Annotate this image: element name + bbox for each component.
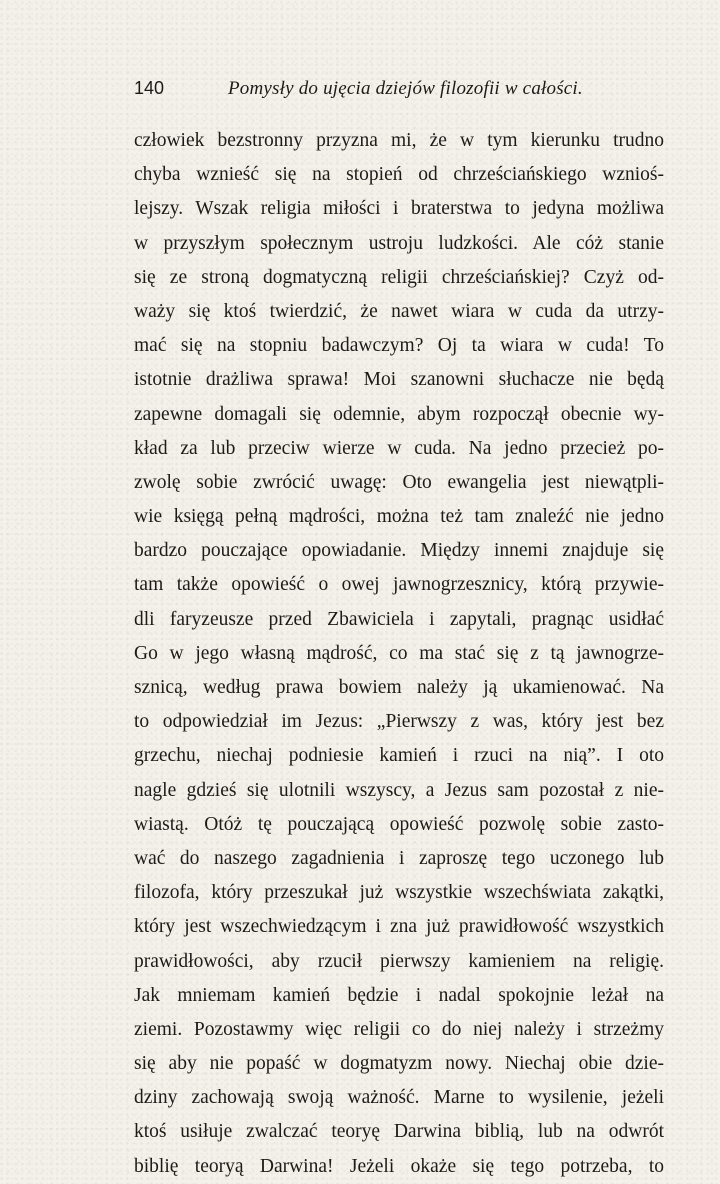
text-line: bardzo pouczające opowiadanie. Między innemi znajduje się: [134, 540, 664, 562]
text-line: wać do naszego zagadnienia i zaproszę tego uczonego lub: [134, 847, 664, 869]
text-line: kład za lub przeciw wierze w cuda. Na jedno przecież po-: [134, 437, 664, 459]
text-line: się aby nie popaść w dogmatyzm nowy. Niechaj obie dzie-: [134, 1053, 664, 1075]
text-line: grzechu, niechaj podniesie kamień i rzuci na nią”. I oto: [134, 745, 664, 767]
text-line: sznicą, według prawa bowiem należy ją ukamienować. Na: [134, 677, 664, 698]
text-line: który jest wszechwiedzącym i zna już prawidłowość wszystkich: [134, 916, 664, 938]
page-number: 140: [134, 78, 165, 98]
text-line: tam także opowieść o owej jawnogrzesznicy, którą przywie-: [134, 574, 664, 596]
text-line: to odpowiedział im Jezus: „Pierwszy z was, który jest bez: [134, 711, 664, 733]
text-line: wiastą. Otóż tę pouczającą opowieść pozwolę sobie zasto-: [134, 813, 664, 835]
text-line: filozofa, który przeszukał już wszystkie wszechświata zakątki,: [134, 882, 664, 904]
text-line: ktoś usiłuje zwalczać teoryę Darwina biblią, lub na odwrót: [134, 1121, 664, 1143]
text-line: lejszy. Wszak religia miłości i braterstwa to jedyna możliwa: [134, 198, 664, 220]
text-line: prawidłowości, aby rzucił pierwszy kamieniem na religię.: [134, 950, 664, 972]
text-line: waży się ktoś twierdzić, że nawet wiara w cuda da utrzy-: [134, 300, 664, 322]
text-line: chyba wznieść się na stopień od chrześciańskiego wznioś-: [134, 164, 664, 186]
text-line: zwolę sobie zwrócić uwagę: Oto ewangelia jest niewątpli-: [134, 471, 664, 493]
text-line: zapewne domagali się odemnie, abym rozpoczął obecnie wy-: [134, 403, 664, 425]
text-line: ziemi. Pozostawmy więc religii co do niej należy i strzeżmy: [134, 1018, 664, 1040]
text-line: nagle gdzieś się ulotnili wszyscy, a Jezus sam pozostał z nie-: [134, 779, 664, 801]
text-line: biblię teoryą Darwina! Jeżeli okaże się tego potrzeba, to: [134, 1155, 664, 1177]
text-line: człowiek bezstronny przyzna mi, że w tym kierunku trudno: [134, 130, 664, 151]
text-line: dli faryzeusze przed Zbawiciela i zapytali, pragnąc usidłać: [134, 608, 664, 630]
text-line: istotnie drażliwa sprawa! Moi szanowni słuchacze nie będą: [134, 369, 664, 391]
text-line: Go w jego własną mądrość, co ma stać się z tą jawnogrze-: [134, 642, 664, 664]
text-line: dziny zachowają swoją ważność. Marne to wysilenie, jeżeli: [134, 1087, 664, 1109]
text-line: wie księgą pełną mądrości, można też tam znaleźć nie jedno: [134, 506, 664, 528]
text-line: się ze stroną dogmatyczną religii chrześciańskiej? Czyż od-: [134, 266, 664, 288]
text-line: w przyszłym społecznym ustroju ludzkości. Ale cóż stanie: [134, 232, 664, 254]
text-line: mać się na stopniu badawczym? Oj ta wiara w cuda! To: [134, 335, 664, 357]
running-title: Pomysły do ujęcia dziejów filozofii w całości.: [228, 78, 583, 99]
running-head: [134, 78, 584, 106]
text-line: Jak mniemam kamień będzie i nadal spokojnie leżał na: [134, 984, 664, 1006]
body-text: [134, 124, 664, 1184]
